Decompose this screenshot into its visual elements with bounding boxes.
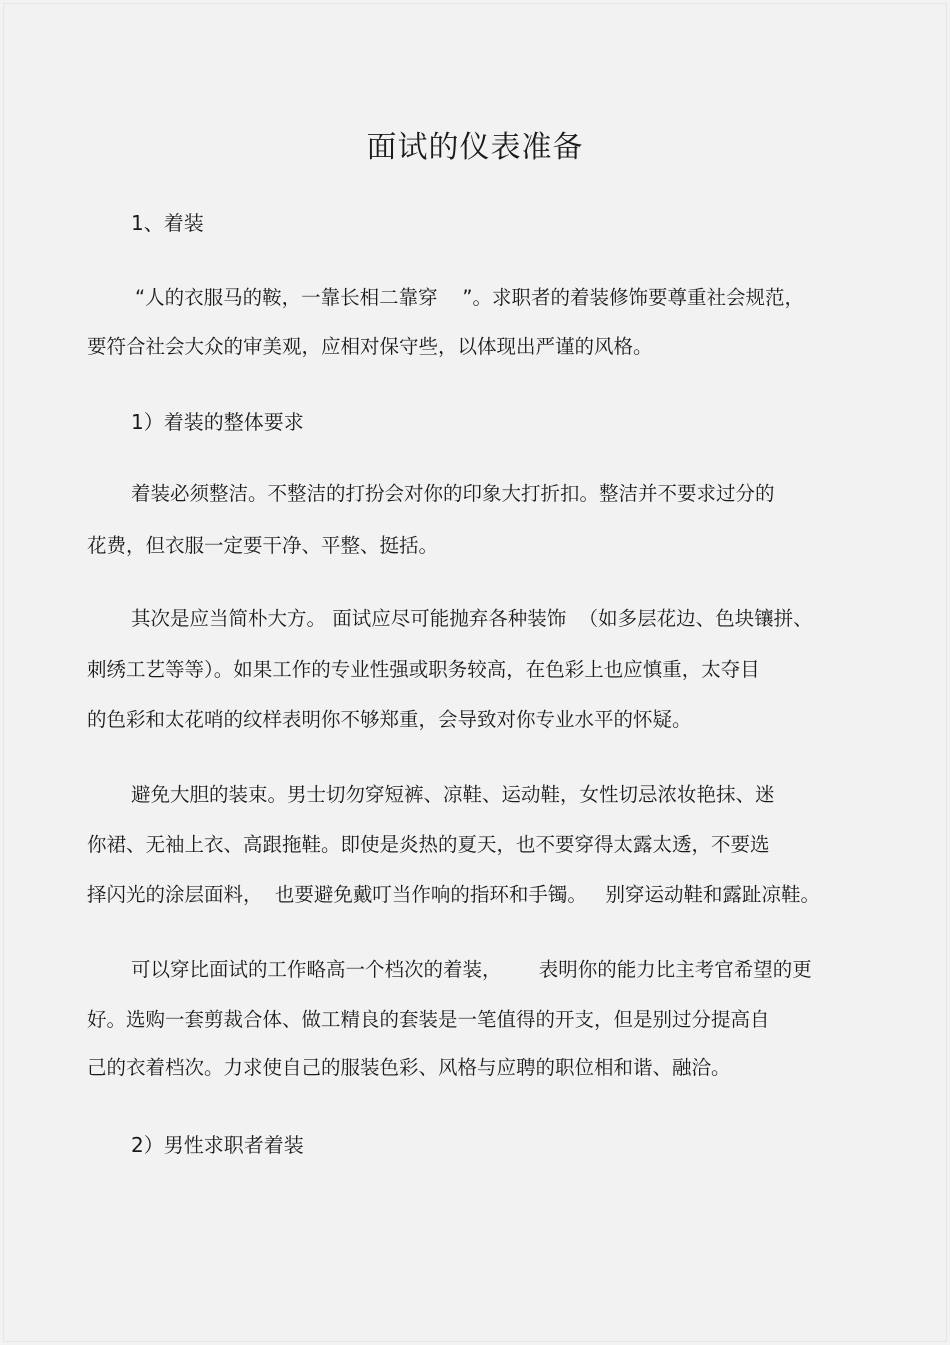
para4-line-1: 可以穿比面试的工作略高一个档次的着装， 表明你的能力比主考官希望的更 — [131, 958, 812, 981]
para3-line-1: 避免大胆的装束。男士切勿穿短裤、凉鞋、运动鞋，女性切忌浓妆艳抹、迷 — [131, 783, 775, 806]
para4-line-2: 好。选购一套剪裁合体、做工精良的套装是一笔值得的开支，但是别过分提高自 — [87, 1008, 770, 1031]
document-title: 面试的仪表准备 — [366, 130, 584, 165]
subsection-heading-male: 2）男性求职者着装 — [131, 1133, 304, 1157]
intro-line-2: 要符合社会大众的审美观，应相对保守些，以体现出严谨的风格。 — [87, 335, 653, 358]
para2-line-2: 刺绣工艺等等）。如果工作的专业性强或职务较高，在色彩上也应慎重，太夺目 — [87, 658, 760, 681]
para1-line-2: 花费，但衣服一定要干净、平整、挺括。 — [87, 534, 439, 557]
para3-line-3: 择闪光的涂层面料， 也要避免戴叮当作响的指环和手镯。 别穿运动鞋和露趾凉鞋。 — [87, 883, 820, 906]
para2-line-1: 其次是应当简朴大方。 面试应尽可能抛弃各种装饰 （如多层花边、色块镶拼、 — [131, 607, 813, 630]
subsection-heading-overall: 1）着装的整体要求 — [131, 410, 304, 434]
para3-line-2: 你裙、无袖上衣、高跟拖鞋。即使是炎热的夏天，也不要穿得太露太透，不要选 — [87, 833, 770, 856]
para4-line-3: 己的衣着档次。力求使自己的服装色彩、风格与应聘的职位相和谐、融洽。 — [87, 1056, 731, 1079]
para2-line-3: 的色彩和太花哨的纹样表明你不够郑重，会导致对你专业水平的怀疑。 — [87, 708, 692, 731]
document-page — [3, 3, 947, 1342]
para1-line-1: 着装必须整洁。不整洁的打扮会对你的印象大打折扣。整洁并不要求过分的 — [131, 482, 775, 505]
intro-line-1: “人的衣服马的鞍，一靠长相二靠穿 ”。求职者的着装修饰要尊重社会规范， — [135, 286, 804, 309]
section-heading-attire: 1、着装 — [131, 211, 204, 235]
